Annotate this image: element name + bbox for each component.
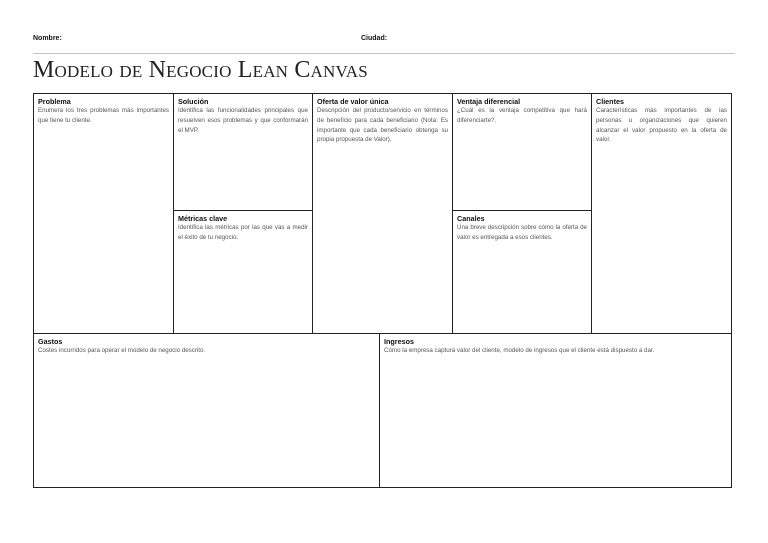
header-divider [33,53,735,54]
block-canales-title: Canales [457,214,485,223]
block-problema [34,94,174,334]
block-oferta-description: Descripción del producto/servicio en términos de beneficio para cada beneficiario (Nota: Es importante que cada beneficiario obtenga su propia propuesta de Valor). [317,107,448,144]
block-ingresos [380,334,731,487]
block-clientes-title: Clientes [596,97,624,106]
block-ventaja-description: ¿Cuál es la ventaja competitiva que hará diferenciarte?. [457,107,587,124]
block-oferta-title: Oferta de valor única [317,97,389,106]
block-gastos-title: Gastos [38,337,63,346]
block-ventaja-diferencial [453,94,592,211]
block-problema-title: Problema [38,97,71,106]
block-ventaja-title: Ventaja diferencial [457,97,521,106]
block-solucion [174,94,313,211]
block-canales-description: Una breve descripción sobre cómo la oferta de valor es entregada a esos clientes. [457,224,587,241]
block-clientes-description: Características más importantes de las personas u organizaciones que quieren alcanzar el valor propuesto en la oferta de valor. [596,107,727,144]
block-clientes [592,94,731,334]
ciudad-label: Ciudad: [361,35,388,42]
block-ingresos-description: Cómo la empresa captura valor del cliente, modelo de ingresos que el cliente está dispuesto a dar. [384,347,655,354]
block-solucion-description: Identifica las funcionalidades principales que resuelven esos problemas y que conformarán el MVP. [178,107,308,134]
block-metricas-title: Métricas clave [178,214,228,223]
block-canales [453,211,592,334]
block-gastos-description: Costes incurridos para operar el modelo de negocio descrito. [38,347,206,354]
block-problema-description: Enumera los tres problemas más importantes que tiene tu cliente. [38,107,169,124]
block-oferta-valor [313,94,453,334]
lean-canvas-grid [33,93,732,488]
block-solucion-title: Solución [178,97,209,106]
block-gastos [34,334,380,487]
block-metricas-description: Identifica las métricas por las que vas a medir el éxito de tu negocio. [178,224,308,241]
block-metricas-clave [174,211,313,334]
page-title: Modelo de Negocio Lean Canvas [33,57,368,83]
nombre-label: Nombre: [33,35,62,42]
block-ingresos-title: Ingresos [384,337,414,346]
